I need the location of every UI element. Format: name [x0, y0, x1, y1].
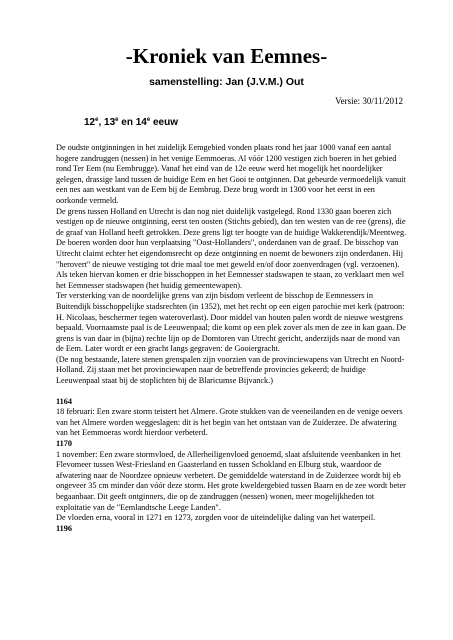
- version-label: Versie: 30/11/2012: [335, 96, 403, 106]
- heading-part: eeuw: [150, 117, 178, 128]
- entry-year: 1170: [56, 439, 73, 449]
- intro-paragraph: Ter versterking van de noordelijke grens van zijn bisdom verleent de bisschop de Eemnessers in Buitendijk bisschoppelijke stadsrechten (in 1352), met het recht op een eigen parochie met kerk (patroon: H. Nicolaas, beschermer tegen wateroverlast). Door middel van houten palen wordt de nieuwe westgrens bepaald. Voornaamste paal is de Leeuwenpaal; die komt op een plek zover als men de zee in kan gaan. De grens is van daar in (bijna) rechte lijn op de Domtoren van Utrecht gericht, anderzijds naar de mond van de Eem. Later wordt er een gracht langs gegraven: de Gooiergracht.: [56, 291, 406, 354]
- heading-sup: e: [115, 117, 119, 123]
- spacer: [56, 387, 408, 397]
- document-body: [56, 143, 408, 534]
- intro-paragraph: De grens tussen Holland en Utrecht is dan nog niet duidelijk vastgelegd. Rond 1330 gaan boeren zich vestigen op de nieuwe ontginning, eerst ten oosten (Stichts gebied), dan ten westen van de ree (grens), die de graaf van Holland heeft getrokken. Deze grens ligt ter hoogte van de huidige Wakkerendijk/Meentweg. De boeren worden door hun verplaatsing "Oost-Hollanders", onderdanen van de graaf. De bisschop van Utrecht claimt echter het eigendomsrecht op deze ontginning en noemt de bewoners zijn onderdanen. Hij "herovert" de nieuwe vestiging tot drie maal toe met geweld en/of door zoenverdragen (vgl. verzoenen). Als teken hiervan komen er drie bisschoppen in het Eemnesser stadswapen te staan, zo verklaart men wel het Eemnesser stadswapen (het huidig gemeentewapen).: [56, 206, 407, 290]
- entry-year: 1196: [56, 523, 73, 533]
- intro-paragraph: (De nog bestaande, latere stenen grenspalen zijn voorzien van de provinciewapens van Utrecht en Noord-Holland. Zij staan met het provinciewapen naar de betreffende provincies gekeerd; de huidige Leeuwenpaal staat bij de stoplichten bij de Blaricumse Bijvanck.): [56, 354, 405, 386]
- intro-paragraph: De oudste ontginningen in het zuidelijk Eemgebied vonden plaats rond het jaar 1000 vanaf een aantal hogere zandruggen (nessen) in het venige Eemmoeras. Al vóór 1200 vestigen zich boeren in het gebied rond Ter Eem (nu Eembrugge). Vanaf het eind van de 12e eeuw werd het mogelijk het noordelijker gelegen, drassige land tussen de huidige Eem en het Gooi te ontginnen. Dat gebeurde vermoedelijk vanuit een nes aan westkant van de Eem bij de Eembrug. Deze brug wordt in 1300 voor het eerst in een oorkonde vermeld.: [56, 143, 406, 205]
- document-subtitle: samenstelling: Jan (J.V.M.) Out: [149, 76, 304, 88]
- heading-sup: e: [95, 117, 99, 123]
- title-text: -Kroniek van Eemnes-: [125, 44, 328, 68]
- section-heading: [84, 117, 178, 128]
- entry-text: 18 februari: Een zware storm teistert het Almere. Grote stukken van de veeneilanden en de venige oevers van het Almere worden weggeslagen: dit is het begin van het ontstaan van de Zuiderzee. De afwatering van het Eemmoeras wordt hierdoor verbeterd.: [56, 407, 403, 438]
- entry-text: De vloeden erna, vooral in 1271 en 1273, zorgden voor de uiteindelijke daling van het waterpeil.: [56, 513, 376, 523]
- document-title: [0, 44, 453, 68]
- heading-part: , 13: [98, 117, 116, 128]
- heading-part: en 14: [118, 117, 147, 128]
- entry-year: 1164: [56, 396, 73, 406]
- entry-text: 1 november: Een zware stormvloed, de Allerheiligenvloed genoemd, slaat afsluitende veenbanken in het Flevomeer tussen West-Friesland en Gaasterland en tussen Schokland en Elburg stuk, waardoor de afwatering naar de Noordzee opnieuw verbetert. De gemiddelde waterstand in de Zuiderzee wordt bij eb ongeveer 35 cm minder dan vóór deze storm. Het grote kweldergebied tussen Baarn en de zee wordt beter begaanbaar. Dit geeft ontginners, die op de zandruggen (nessen) wonen, meer mogelijkheden tot exploitatie van de "Eemlandtsche Leege Landen".: [56, 449, 406, 512]
- heading-part: 12: [84, 117, 96, 128]
- heading-sup: e: [146, 117, 151, 123]
